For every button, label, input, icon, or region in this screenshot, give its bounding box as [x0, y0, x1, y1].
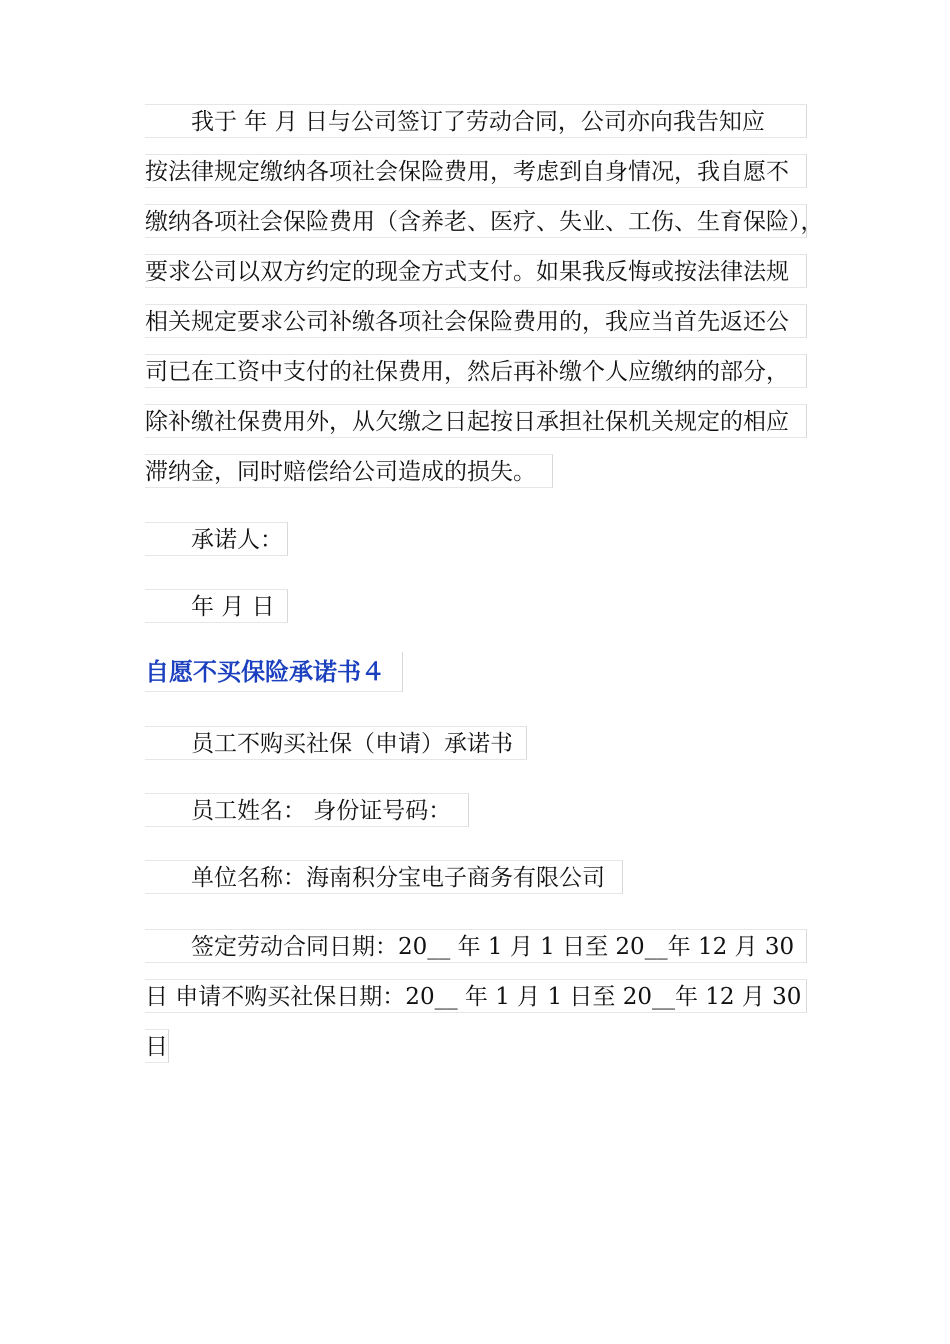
date-label: 年 月 日: [145, 589, 288, 623]
paragraph-line: 缴纳各项社会保险费用（含养老、医疗、失业、工伤、生育保险），: [145, 204, 807, 238]
paragraph-line: 要求公司以双方约定的现金方式支付。如果我反悔或按法律法规: [145, 254, 807, 288]
paragraph-line: 滞纳金，同时赔偿给公司造成的损失。: [145, 454, 553, 488]
contract-date-line: 日 申请不购买社保日期：20__ 年 1 月 1 日至 20__年 12 月 30: [145, 979, 807, 1013]
paragraph-line: 按法律规定缴纳各项社会保险费用，考虑到自身情况，我自愿不: [145, 154, 807, 188]
section-heading: 自愿不买保险承诺书４: [145, 652, 403, 692]
section-subtitle: 员工不购买社保（申请）承诺书: [145, 726, 527, 760]
contract-date-line: 日: [145, 1029, 169, 1063]
company-name-line: 单位名称：海南积分宝电子商务有限公司: [145, 860, 623, 894]
employee-info-line: 员工姓名： 身份证号码：: [145, 793, 469, 827]
paragraph-line: 我于 年 月 日与公司签订了劳动合同，公司亦向我告知应: [145, 104, 807, 138]
paragraph-line: 除补缴社保费用外，从欠缴之日起按日承担社保机关规定的相应: [145, 404, 807, 438]
paragraph-line: 相关规定要求公司补缴各项社会保险费用的，我应当首先返还公: [145, 304, 807, 338]
promisor-label: 承诺人：: [145, 522, 288, 556]
paragraph-line: 司已在工资中支付的社保费用，然后再补缴个人应缴纳的部分，: [145, 354, 807, 388]
contract-date-line: 签定劳动合同日期：20__ 年 1 月 1 日至 20__年 12 月 30: [145, 929, 807, 963]
